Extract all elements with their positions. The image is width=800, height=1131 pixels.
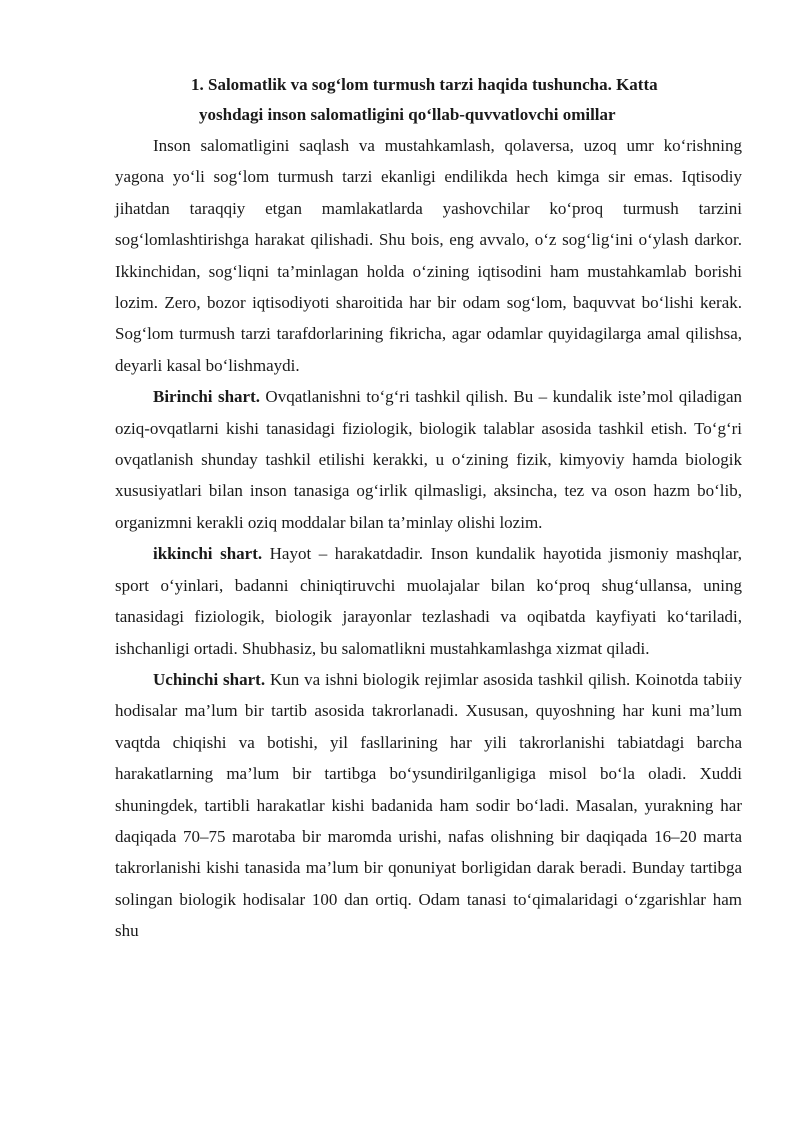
paragraph-text: Hayot – harakatdadir. Inson kundalik hayotida jismoniy mashqlar, sport o‘yinlari, badanni chiniqtiruvchi muolajalar bilan ko‘proq shug‘ullansa, uning tanasidagi fiziologik, biologik jarayonlar tezlashadi va oqibatda kayfiyati ko‘tariladi, ishchanligi ortadi. Shubhasiz, bu salomatlikni mustahkamlashga xizmat qiladi.: [115, 544, 742, 658]
paragraph-intro: [115, 130, 742, 381]
section-heading: [115, 70, 742, 130]
paragraph-lead: ikkinchi shart.: [153, 544, 263, 564]
paragraph-lead: Birinchi shart.: [153, 387, 260, 407]
heading-line-1: 1. Salomatlik va sog‘lom turmush tarzi haqida tushuncha. Katta: [191, 75, 658, 94]
heading-line-2: yoshdagi inson salomatligini qo‘llab-quvvatlovchi omillar: [199, 105, 616, 124]
paragraph-lead: Uchinchi shart.: [153, 669, 266, 689]
paragraph-third-condition: [115, 664, 742, 947]
paragraph-text: Inson salomatligini saqlash va mustahkamlash, qolaversa, uzoq umr ko‘rishning yagona yo‘li sog‘lom turmush tarzi ekanligi endilikda hech kimga sir emas. Iqtisodiy jihatdan taraqqiy etgan mamlakatlarda yashovchilar ko‘proq turmush tarzini sog‘lomlashtirishga harakat qilishadi. Shu bois, eng avvalo, o‘z sog‘lig‘ini o‘ylash darkor. Ikkinchidan, sog‘liqni ta’minlagan holda o‘zining iqtisodini ham mustahkamlab borishi lozim. Zero, bozor iqtisodiyoti sharoitida har bir odam sog‘lom, baquvvat bo‘lishi kerak. Sog‘lom turmush tarzi tarafdorlarining fikricha, agar odamlar quyidagilarga amal qilishsa, deyarli kasal bo‘lishmaydi.: [115, 136, 742, 375]
document-page: [115, 70, 742, 947]
paragraph-text: Ovqatlanishni to‘g‘ri tashkil qilish. Bu – kundalik iste’mol qiladigan oziq-ovqatlarni kishi tanasidagi fiziologik, biologik talablar asosida tashkil etish. To‘g‘ri ovqatlanish shunday tashkil etilishi kerakki, u o‘zining fizik, kimyoviy hamda biologik xususiyatlari bilan inson tanasiga og‘irlik qilmasligi, aksincha, tez va oson hazm bo‘lib, organizmni kerakli oziq moddalar bilan ta’minlay olishi lozim.: [115, 387, 742, 532]
paragraph-second-condition: [115, 538, 742, 664]
paragraph-first-condition: [115, 381, 742, 538]
paragraph-text: Kun va ishni biologik rejimlar asosida tashkil qilish. Koinotda tabiiy hodisalar ma’lum bir tartib asosida takrorlanadi. Xususan, quyoshning har kuni ma’lum vaqtda chiqishi va botishi, yil fasllarining har yili takrorlanishi tabiatdagi barcha harakatlarning ma’lum bir tartibga bo‘ysundirilganligiga misol bo‘la oladi. Xuddi shuningdek, tartibli harakatlar kishi badanida ham sodir bo‘ladi. Masalan, yurakning har daqiqada 70–75 marotaba bir maromda urishi, nafas olishning bir daqiqada 16–20 marta takrorlanishi kishi tanasida ma’lum bir qonuniyat borligidan darak beradi. Bunday tartibga solingan biologik hodisalar 100 dan ortiq. Odam tanasi to‘qimalaridagi o‘zgarishlar ham shu: [115, 669, 742, 941]
